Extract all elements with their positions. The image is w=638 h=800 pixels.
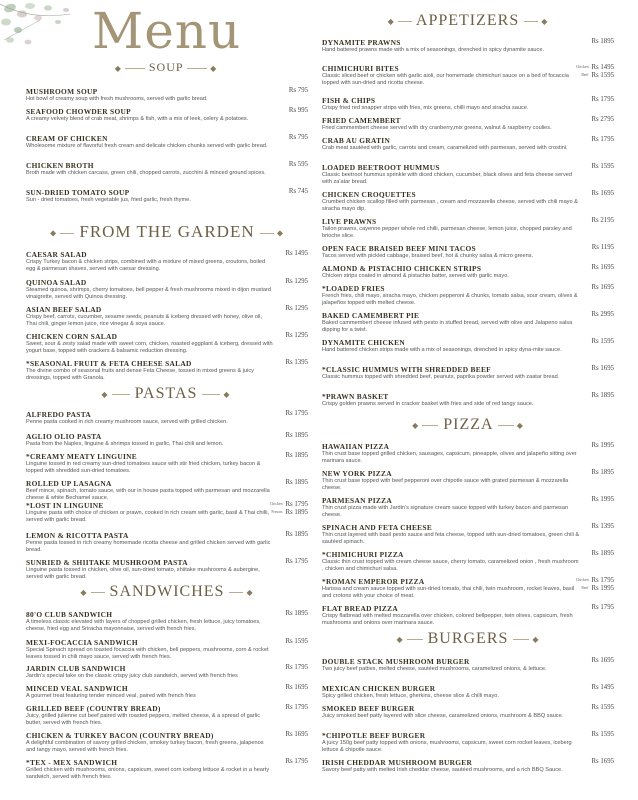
- section-title-burgers: BURGERS: [427, 630, 509, 647]
- section-header-garden: ◆ FROM THE GARDEN ◆: [49, 222, 285, 241]
- menu-item: SEAFOOD CHOWDER SOUP A creamy velvety blend of crab meat, shrimps & fish, with a mix of leek, celery & potatoes. Rs 995: [26, 107, 308, 122]
- menu-item: SPINACH AND FETA CHEESE Thin crust layered with basil pesto sauce and feta cheese, topped with sun-dried tomatoes, green chili & sautéed spinach. Rs 1395: [322, 523, 614, 545]
- menu-item: *CHIPOTLE BEEF BURGER A juicy 150g beef patty topped with onions, mushrooms, capsicum, sweet corn rocket leaves, iceberg lettuce & chipotle sauce. Rs 1595: [322, 731, 614, 753]
- menu-item: MINCED VEAL SANDWICH A gourmet treat featuring tender minced veal, paired with french fries Rs 1695: [26, 684, 308, 699]
- menu-item: CHICKEN CROQUETTES Crumbed chicken scallop filled with parmesan , cream and mozzarella cheese, served with chili mayo & siracha mayo dip. Rs 1695: [322, 190, 614, 212]
- section-title-pastas: PASTAS: [134, 385, 198, 402]
- menu-item: DYNAMITE PRAWNS Hand battered prawns made with a mix of seasonings, drenched in spicy dynamite sauce. Rs 1895: [322, 38, 614, 53]
- menu-item: LEMON & RICOTTA PASTA Penne pasta tossed in rich creamy homemade ricotta cheese and grilled chicken served with garlic bread. Rs 1895: [26, 531, 308, 553]
- menu-item: QUINOA SALAD Steamed quinoa, shrimps, cherry tomatoes, bell pepper & fresh mushrooms mixed in dijon mustard vinaigrette, served with Quinoa dressing. Rs 1295: [26, 278, 308, 300]
- menu-item: *PRAWN BASKET Crispy golden prawns served in cracker basket with fries and side of red tangy sauce. Rs 1895: [322, 392, 614, 407]
- menu-item: MUSHROOM SOUP Hot bowl of creamy soup with fresh mushrooms, served with garlic bread. Rs 795: [26, 87, 308, 102]
- menu-item: LIVE PRAWNS Tailon prawns, cayenne pepper whole red chilli, parmesan cheese, lemon juice, chopped parsley and brioche slice. Rs 2195: [322, 217, 614, 239]
- menu-item: 80'O CLUB SANDWICH A timeless classic elevated with layers of chopped grilled chicken, fresh lettuce, juicy tomatoes, cheese, fried egg and Sriracha mayonnaise, served with french fries. Rs 1895: [26, 610, 308, 632]
- menu-item: MEXICAN CHICKEN BURGER Spicy grilled chicken, fresh lettuce, gherkins, cheese slice & chilli mayo. Rs 1495: [322, 684, 614, 699]
- menu-item: JARDIN CLUB SANDWICH Jardin's special take on the classic crispy juicy club sandwich, served with french fries Rs 1795: [26, 664, 308, 679]
- section-header-burgers: ◆ BURGERS ◆: [396, 630, 540, 647]
- menu-item: LOADED BEETROOT HUMMUS Classic beetroot hummus sprinkle with diced chicken, cucumber, black olives and feta cheese served with za'atar bread. Rs 1595: [322, 163, 614, 185]
- menu-item: CHIMICHURI BITES Classic sliced beef or chicken with garlic aioli, our homemade chimichuri sauce on a bed of focaccia topped with sun-dried and ricotta cheese. Chicken Rs 1495 Beef Rs 1595: [322, 64, 614, 86]
- menu-item: CHICKEN BROTH Broth made with chicken carcass, green chili, chopped carrots, zucchini & minced ground spices. Rs 595: [26, 161, 308, 176]
- menu-item: *LOST IN LINGUINE Linguine pasta with choice of chicken or prawn, cooked in rich cream with garlic, basil & Thai chilli, served with garlic bread. Chicken Rs 1795 Prawns Rs 1895: [26, 501, 308, 523]
- menu-item: *LOADED FRIES French fries, chili mayo, siracha mayo, chicken pepperoni & chunks, tomato salsa, sour cream, olives & jalapeños topped with melted cheese. Rs 1695: [322, 284, 614, 306]
- menu-item: *ROMAN EMPEROR PIZZA Harissa and cream sauce topped with sun-dried tomato, thai chili, twin mushroom, rocket leaves, basil and crotons with your choice of meat. Chicken Rs 1795 Beef Rs 1995: [322, 577, 614, 599]
- menu-item: SUNRIED & SHIITAKE MUSHROOM PASTA Linguine pasta tossed in chicken, olive oil, sun-dried tomato, shiitake mushrooms & aubergine, served with garlic bread. Rs 1795: [26, 558, 308, 580]
- section-title-garden: FROM THE GARDEN: [79, 222, 255, 241]
- menu-item: ROLLED UP LASAGNA Beef mince, spinach, tomato sauce, with our in house pasta topped with parmesan and mozzarella cheese & white Bechamel sauce. Rs 1895: [26, 479, 308, 501]
- menu-item: DOUBLE STACK MUSHROOM BURGER Two juicy beef patties, melted cheese, sautéed mushrooms, caramelized onions, & lettuce. Rs 1695: [322, 657, 614, 672]
- menu-item: HAWAIIAN PIZZA Thin crust base topped grilled chicken, sausages, capsicum, pineapple, olives and jalapeño sitting over marinara sauce. Rs 1995: [322, 442, 614, 464]
- menu-item: ALFREDO PASTA Penne pasta cooked in rich creamy mushroom sauce, served with grilled chicken. Rs 1795: [26, 410, 308, 425]
- section-header-pastas: ◆ PASTAS ◆: [101, 385, 231, 402]
- menu-item: FISH & CHIPS Crispy fried red snapper strips with fries, mix greens, chilli mayo and siracha sauce. Rs 1795: [322, 96, 614, 111]
- menu-item: MEXI-FOCACCIA SANDWICH Special Spinach spread on toasted focaccia with chicken, bell peppers, mushrooms, corn & rocket leaves tossed in chili mayo sauce, served with french fries. Rs 1595: [26, 638, 308, 660]
- menu-item: AGLIO OLIO PASTA Pasta from the Naples, linguine & shrimps tossed in garlic, Thai chili and lemon. Rs 1895: [26, 432, 308, 447]
- menu-item: PARMESAN PIZZA Thin crust pizza made with Jardin's signature cream sauce topped with turkey bacon and parmesan cheese. Rs 1995: [322, 496, 614, 518]
- section-title-pizza: PIZZA: [443, 416, 493, 433]
- section-title-soup: SOUP: [148, 60, 184, 74]
- menu-item: SMOKED BEEF BURGER Juicy smoked beef patty layered with slice cheese, caramelized onions, mushroom & BBQ sauce. Rs 1595: [322, 704, 614, 719]
- menu-item: OPEN FACE BRAISED BEEF MINI TACOS Tacos served with pickled cabbage, braised beef, hot & chunky salsa & micro greens. Rs 1195: [322, 244, 614, 259]
- menu-item: NEW YORK PIZZA Thin crust base topped with beef pepperoni over chipotle sauce with grated parmesan & mozzarella cheese. Rs 1895: [322, 469, 614, 491]
- menu-item: CHICKEN & TURKEY BACON (COUNTRY BREAD) A delightful combination of savory grilled chicken, smokey turkey bacon, fresh greens, jalapenos and tangy mayo, served with french fries. Rs 1695: [26, 731, 308, 753]
- menu-item: CREAM OF CHICKEN Wholesome mixture of flavorful fresh cream and delicate chicken chunks served with garlic bread. Rs 795: [26, 134, 308, 149]
- section-header-pizza: ◆ PIZZA ◆: [412, 416, 524, 433]
- section-header-soup: ◆ SOUP ◆: [114, 60, 218, 74]
- section-title-sandwiches: SANDWICHES: [109, 583, 225, 600]
- menu-title: Menu: [92, 2, 242, 60]
- menu-item: IRISH CHEDDAR MUSHROOM BURGER Savory beef patty with melted Irish cheddar cheese, sautéed mushrooms, and a rich BBQ Sauce. Rs 1695: [322, 758, 614, 773]
- menu-header: [0, 0, 320, 62]
- menu-item: FRIED CAMEMBERT Fried cammembert cheese served with dry cranberry,mix greens, walnut & raspberry coulies. Rs 2795: [322, 116, 614, 131]
- menu-item: FLAT BREAD PIZZA Crispy flatbread with melted mozzarella over chicken, colored bellpepper, twin olives, capsicum, fresh mushrooms and onions over marinara sauce. Rs 1795: [322, 604, 614, 626]
- section-header-sandwiches: ◆ SANDWICHES ◆: [80, 583, 254, 600]
- menu-item: *CREAMY MEATY LINGUINE Linguine tossed in red creamy sun-dried tomatoes sauce with stir fried chicken, turkey bacon & topped with shredded sun-dried tomatoes. Rs 1895: [26, 452, 308, 474]
- menu-item: *CHIMICHURI PIZZA Classic thin crust topped with cream cheese sauce, cherry tomato, caramelized onion , fresh mushroom , chicken and chimichuri salsa. Rs 1895: [322, 550, 614, 572]
- menu-item: *SEASONAL FRUIT & FETA CHEESE SALAD The divine combo of seasonal fruits and dense Feta Cheese, tossed in mixed greens & juicy dressings, topped with Granola. Rs 1395: [26, 359, 308, 381]
- menu-item: ASIAN BEEF SALAD Crispy beef, carrots, cucumber, sesame seeds, peanuts & iceberg dressed with honey, olive oil, Thai chili, ginger lemon juice, rice vinegar & soya sauce. Rs 1295: [26, 305, 308, 327]
- section-title-appetizers: APPETIZERS: [415, 12, 520, 29]
- menu-item: *TEX - MEX SANDWICH Grilled chicken with mushrooms, onions, capsicum, sweet corn iceberg lettuce & rocket in a hearty sandwich, served with french fries. Rs 1795: [26, 758, 308, 780]
- menu-item: CRAB AU GRATIN Crab meat sautéed with garlic, carrots and cream, caramelized with parmesan, served with crostini. Rs 1795: [322, 136, 614, 151]
- menu-item: CAESAR SALAD Crispy Turkey bacon & chicken strips, combined with a mixture of mixed greens, croutons, boiled egg & parmesan shaves, served with caesar dressing. Rs 1495: [26, 250, 308, 272]
- menu-item: CHICKEN CORN SALAD Sweet, sour & zesty salad made with sweet corn, chicken, roasted eggplant & iceberg, dressed with yogurt base, topped with crackers & balsamic reduction dressing. Rs 1295: [26, 332, 308, 354]
- menu-item: DYNAMITE CHICKEN Hand battered chicken strips made with a mix of seasonings, drenched in spicy dyna-mite sauce. Rs 1595: [322, 338, 614, 353]
- section-header-appetizers: ◆ APPETIZERS ◆: [387, 12, 549, 29]
- menu-item: GRILLED BEEF (COUNTRY BREAD) Juicy, grilled julienne cut beef paired with roasted peppers, melted cheese, & a spread of garlic butter, served with french fries. Rs 1795: [26, 704, 308, 726]
- menu-item: ALMOND & PISTACHIO CHICKEN STRIPS Chicken strips coated in almond & pistachio batter, served with garlic mayo. Rs 1695: [322, 264, 614, 279]
- menu-item: *CLASSIC HUMMUS WITH SHREDDED BEEF Classic hummus topped with shredded beef, peanuts, paprika powder served with zaatar bread. Rs 1695: [322, 365, 614, 380]
- menu-item: BAKED CAMEMBERT PIE Baked cammembert cheese infused with pesto in stuffed bread, served with olive and Jalapeno salsa dipping for a twist. Rs 2995: [322, 311, 614, 333]
- menu-item: SUN-DRIED TOMATO SOUP Sun - dried tomatoes, fresh vegetable jus, fried garlic, fresh thyme. Rs 745: [26, 188, 308, 203]
